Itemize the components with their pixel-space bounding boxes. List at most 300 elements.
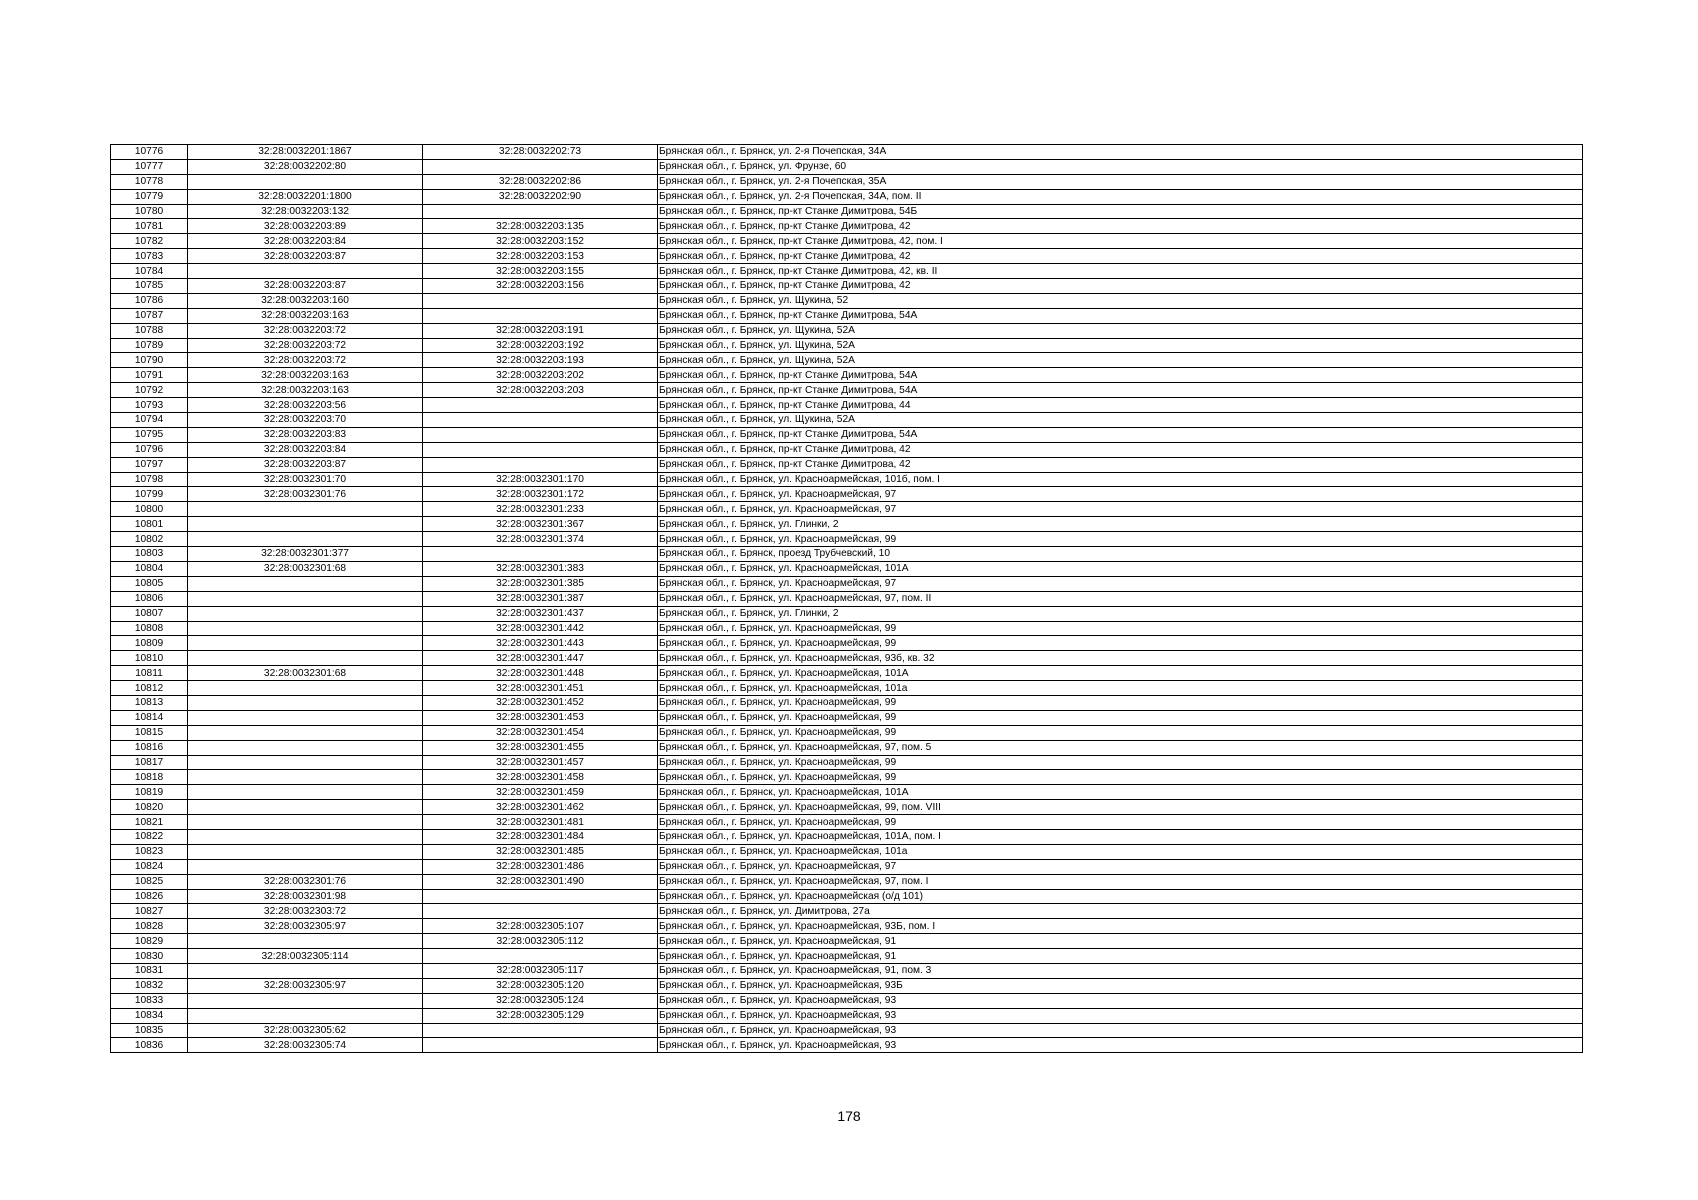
address-cell: Брянская обл., г. Брянск, ул. Щукина, 52А [658,413,1583,428]
table-row [111,695,1583,710]
row-number-cell: 10823 [111,844,188,859]
row-number-cell: 10778 [111,174,188,189]
parcel-number-cell: 32:28:0032301:172 [423,487,658,502]
cadastral-number-cell [188,740,423,755]
address-cell: Брянская обл., г. Брянск, ул. 2-я Почепская, 34А, пом. II [658,189,1583,204]
parcel-number-cell: 32:28:0032301:459 [423,785,658,800]
table-row [111,963,1583,978]
cadastral-number-cell [188,815,423,830]
address-cell: Брянская обл., г. Брянск, ул. Красноармейская, 99 [658,770,1583,785]
row-number-cell: 10777 [111,159,188,174]
table-row [111,487,1583,502]
table-row [111,755,1583,770]
row-number-cell: 10799 [111,487,188,502]
parcel-number-cell: 32:28:0032301:170 [423,472,658,487]
table-row [111,859,1583,874]
cadastral-number-cell: 32:28:0032202:80 [188,159,423,174]
parcel-number-cell: 32:28:0032301:447 [423,651,658,666]
parcel-number-cell: 32:28:0032301:437 [423,606,658,621]
row-number-cell: 10817 [111,755,188,770]
address-cell: Брянская обл., г. Брянск, ул. Красноармейская, 93б, кв. 32 [658,651,1583,666]
table-row [111,636,1583,651]
table-row [111,427,1583,442]
parcel-number-cell: 32:28:0032301:385 [423,576,658,591]
parcel-number-cell: 32:28:0032301:452 [423,695,658,710]
address-cell: Брянская обл., г. Брянск, ул. Щукина, 52А [658,323,1583,338]
parcel-number-cell [423,949,658,964]
row-number-cell: 10794 [111,413,188,428]
address-cell: Брянская обл., г. Брянск, ул. Красноармейская, 99 [658,710,1583,725]
cadastral-number-cell: 32:28:0032303:72 [188,904,423,919]
address-cell: Брянская обл., г. Брянск, ул. Красноармейская, 101а [658,681,1583,696]
address-cell: Брянская обл., г. Брянск, ул. Красноармейская, 101А [658,666,1583,681]
address-cell: Брянская обл., г. Брянск, пр-кт Станке Димитрова, 42, кв. II [658,264,1583,279]
parcel-number-cell [423,889,658,904]
row-number-cell: 10815 [111,725,188,740]
table-row [111,681,1583,696]
parcel-number-cell: 32:28:0032203:153 [423,249,658,264]
parcel-number-cell [423,413,658,428]
address-cell: Брянская обл., г. Брянск, ул. Красноармейская, 97, пом. II [658,591,1583,606]
cadastral-number-cell [188,859,423,874]
address-cell: Брянская обл., г. Брянск, ул. Красноармейская, 91 [658,934,1583,949]
address-cell: Брянская обл., г. Брянск, ул. Красноармейская, 93 [658,1008,1583,1023]
table-row [111,145,1583,160]
table-row [111,949,1583,964]
address-cell: Брянская обл., г. Брянск, пр-кт Станке Димитрова, 54А [658,383,1583,398]
table-row [111,442,1583,457]
cadastral-number-cell [188,174,423,189]
row-number-cell: 10780 [111,204,188,219]
cadastral-number-cell: 32:28:0032301:68 [188,561,423,576]
table-row [111,934,1583,949]
table-row [111,204,1583,219]
row-number-cell: 10798 [111,472,188,487]
cadastral-number-cell: 32:28:0032203:83 [188,427,423,442]
parcel-number-cell: 32:28:0032301:486 [423,859,658,874]
parcel-number-cell: 32:28:0032301:455 [423,740,658,755]
parcel-number-cell: 32:28:0032301:458 [423,770,658,785]
table-row [111,1038,1583,1053]
parcel-number-cell: 32:28:0032301:485 [423,844,658,859]
cadastral-number-cell [188,621,423,636]
cadastral-number-cell [188,963,423,978]
parcel-number-cell [423,427,658,442]
row-number-cell: 10787 [111,308,188,323]
parcel-number-cell: 32:28:0032203:193 [423,353,658,368]
cadastral-number-cell [188,770,423,785]
table-row [111,279,1583,294]
table-row [111,457,1583,472]
cadastral-number-cell [188,651,423,666]
address-cell: Брянская обл., г. Брянск, ул. Красноармейская, 99, пом. VIII [658,800,1583,815]
row-number-cell: 10826 [111,889,188,904]
table-row [111,234,1583,249]
parcel-number-cell: 32:28:0032301:367 [423,517,658,532]
parcel-number-cell [423,904,658,919]
row-number-cell: 10796 [111,442,188,457]
address-cell: Брянская обл., г. Брянск, ул. Красноармейская, 101б, пом. I [658,472,1583,487]
table-row [111,800,1583,815]
cadastral-number-cell [188,517,423,532]
address-cell: Брянская обл., г. Брянск, ул. Красноармейская, 101А, пом. I [658,829,1583,844]
parcel-number-cell [423,398,658,413]
row-number-cell: 10829 [111,934,188,949]
table-row [111,219,1583,234]
row-number-cell: 10832 [111,978,188,993]
cadastral-number-cell [188,844,423,859]
cadastral-number-cell [188,710,423,725]
table-row [111,532,1583,547]
row-number-cell: 10776 [111,145,188,160]
cadastral-number-cell [188,681,423,696]
parcel-number-cell [423,308,658,323]
row-number-cell: 10814 [111,710,188,725]
address-cell: Брянская обл., г. Брянск, пр-кт Станке Димитрова, 42 [658,279,1583,294]
parcel-number-cell: 32:28:0032305:107 [423,919,658,934]
parcel-number-cell [423,1023,658,1038]
parcel-number-cell: 32:28:0032301:453 [423,710,658,725]
row-number-cell: 10819 [111,785,188,800]
row-number-cell: 10804 [111,561,188,576]
row-number-cell: 10806 [111,591,188,606]
cadastral-number-cell: 32:28:0032203:56 [188,398,423,413]
address-cell: Брянская обл., г. Брянск, ул. Красноармейская, 99 [658,725,1583,740]
cadastral-number-cell: 32:28:0032201:1800 [188,189,423,204]
cadastral-number-cell: 32:28:0032305:114 [188,949,423,964]
row-number-cell: 10827 [111,904,188,919]
parcel-number-cell [423,159,658,174]
address-cell: Брянская обл., г. Брянск, ул. Глинки, 2 [658,517,1583,532]
cadastral-number-cell: 32:28:0032203:87 [188,249,423,264]
cadastral-number-cell [188,636,423,651]
address-cell: Брянская обл., г. Брянск, ул. Красноармейская, 99 [658,621,1583,636]
table-row [111,413,1583,428]
page-number: 178 [837,1108,861,1124]
parcel-number-cell: 32:28:0032305:129 [423,1008,658,1023]
address-cell: Брянская обл., г. Брянск, ул. Красноармейская, 97 [658,502,1583,517]
row-number-cell: 10808 [111,621,188,636]
cadastral-number-cell [188,785,423,800]
table-row [111,547,1583,562]
row-number-cell: 10807 [111,606,188,621]
address-cell: Брянская обл., г. Брянск, ул. 2-я Почепская, 34А [658,145,1583,160]
table-body [111,145,1583,1053]
parcel-number-cell [423,293,658,308]
table-row [111,919,1583,934]
table-row [111,815,1583,830]
cadastral-number-cell: 32:28:0032203:87 [188,457,423,472]
table-row [111,323,1583,338]
address-cell: Брянская обл., г. Брянск, ул. Красноармейская, 101а [658,844,1583,859]
address-cell: Брянская обл., г. Брянск, ул. Красноармейская, 101А [658,785,1583,800]
cadastral-number-cell [188,934,423,949]
row-number-cell: 10792 [111,383,188,398]
cadastral-number-cell: 32:28:0032203:84 [188,442,423,457]
address-cell: Брянская обл., г. Брянск, пр-кт Станке Димитрова, 42 [658,457,1583,472]
table-row [111,249,1583,264]
table-row [111,710,1583,725]
cadastral-number-cell [188,576,423,591]
row-number-cell: 10834 [111,1008,188,1023]
table-row [111,576,1583,591]
address-cell: Брянская обл., г. Брянск, ул. Красноармейская, 99 [658,532,1583,547]
table-row [111,785,1583,800]
address-cell: Брянская обл., г. Брянск, ул. Красноармейская, 101А [658,561,1583,576]
table-row [111,725,1583,740]
table-row [111,666,1583,681]
row-number-cell: 10779 [111,189,188,204]
parcel-number-cell: 32:28:0032202:73 [423,145,658,160]
parcel-number-cell: 32:28:0032203:203 [423,383,658,398]
parcel-number-cell: 32:28:0032301:383 [423,561,658,576]
cadastral-number-cell [188,800,423,815]
cadastral-number-cell [188,1008,423,1023]
row-number-cell: 10782 [111,234,188,249]
table-row [111,189,1583,204]
table-row [111,844,1583,859]
cadastral-number-cell: 32:28:0032203:72 [188,353,423,368]
parcel-number-cell: 32:28:0032202:90 [423,189,658,204]
row-number-cell: 10821 [111,815,188,830]
row-number-cell: 10801 [111,517,188,532]
cadastral-number-cell: 32:28:0032203:70 [188,413,423,428]
table-row [111,770,1583,785]
cadastral-number-cell: 32:28:0032305:74 [188,1038,423,1053]
cadastral-number-cell: 32:28:0032203:132 [188,204,423,219]
row-number-cell: 10786 [111,293,188,308]
row-number-cell: 10825 [111,874,188,889]
row-number-cell: 10790 [111,353,188,368]
cadastral-number-cell: 32:28:0032305:97 [188,978,423,993]
row-number-cell: 10811 [111,666,188,681]
table-row [111,591,1583,606]
table-row [111,293,1583,308]
cadastral-number-cell: 32:28:0032203:163 [188,368,423,383]
cadastral-number-cell [188,502,423,517]
parcel-number-cell: 32:28:0032301:484 [423,829,658,844]
cadastral-table [110,144,1583,1053]
address-cell: Брянская обл., г. Брянск, ул. Щукина, 52А [658,353,1583,368]
parcel-number-cell [423,1038,658,1053]
table-row [111,993,1583,1008]
table-row [111,338,1583,353]
table-row [111,606,1583,621]
parcel-number-cell: 32:28:0032203:192 [423,338,658,353]
row-number-cell: 10802 [111,532,188,547]
address-cell: Брянская обл., г. Брянск, пр-кт Станке Димитрова, 42 [658,442,1583,457]
table-row [111,829,1583,844]
parcel-number-cell [423,457,658,472]
address-cell: Брянская обл., г. Брянск, ул. Красноармейская, 97 [658,859,1583,874]
address-cell: Брянская обл., г. Брянск, пр-кт Станке Димитрова, 44 [658,398,1583,413]
row-number-cell: 10836 [111,1038,188,1053]
table-row [111,740,1583,755]
row-number-cell: 10813 [111,695,188,710]
address-cell: Брянская обл., г. Брянск, пр-кт Станке Димитрова, 54А [658,427,1583,442]
cadastral-number-cell [188,829,423,844]
row-number-cell: 10793 [111,398,188,413]
row-number-cell: 10822 [111,829,188,844]
address-cell: Брянская обл., г. Брянск, ул. Красноармейская, 99 [658,815,1583,830]
parcel-number-cell: 32:28:0032305:120 [423,978,658,993]
address-cell: Брянская обл., г. Брянск, ул. Красноармейская, 97 [658,576,1583,591]
address-cell: Брянская обл., г. Брянск, ул. Щукина, 52А [658,338,1583,353]
cadastral-number-cell: 32:28:0032201:1867 [188,145,423,160]
address-cell: Брянская обл., г. Брянск, ул. Красноармейская, 99 [658,636,1583,651]
address-cell: Брянская обл., г. Брянск, ул. Глинки, 2 [658,606,1583,621]
table-row [111,621,1583,636]
cadastral-number-cell [188,532,423,547]
cadastral-number-cell [188,264,423,279]
row-number-cell: 10830 [111,949,188,964]
parcel-number-cell: 32:28:0032203:135 [423,219,658,234]
address-cell: Брянская обл., г. Брянск, ул. Димитрова, 27а [658,904,1583,919]
parcel-number-cell: 32:28:0032203:156 [423,279,658,294]
row-number-cell: 10818 [111,770,188,785]
address-cell: Брянская обл., г. Брянск, ул. Фрунзе, 60 [658,159,1583,174]
address-cell: Брянская обл., г. Брянск, ул. Красноармейская, 93 [658,993,1583,1008]
row-number-cell: 10781 [111,219,188,234]
parcel-number-cell: 32:28:0032203:202 [423,368,658,383]
cadastral-number-cell: 32:28:0032305:62 [188,1023,423,1038]
parcel-number-cell: 32:28:0032301:442 [423,621,658,636]
cadastral-number-cell: 32:28:0032203:89 [188,219,423,234]
cadastral-number-cell [188,695,423,710]
address-cell: Брянская обл., г. Брянск, ул. Красноармейская, 97, пом. 5 [658,740,1583,755]
parcel-number-cell: 32:28:0032203:191 [423,323,658,338]
row-number-cell: 10788 [111,323,188,338]
row-number-cell: 10791 [111,368,188,383]
address-cell: Брянская обл., г. Брянск, ул. Красноармейская, 99 [658,695,1583,710]
address-cell: Брянская обл., г. Брянск, пр-кт Станке Димитрова, 42 [658,249,1583,264]
address-cell: Брянская обл., г. Брянск, пр-кт Станке Димитрова, 54А [658,308,1583,323]
address-cell: Брянская обл., г. Брянск, проезд Трубчевский, 10 [658,547,1583,562]
cadastral-number-cell [188,606,423,621]
table-row [111,651,1583,666]
cadastral-number-cell: 32:28:0032203:72 [188,338,423,353]
cadastral-number-cell: 32:28:0032301:68 [188,666,423,681]
cadastral-number-cell [188,591,423,606]
table-row [111,517,1583,532]
row-number-cell: 10785 [111,279,188,294]
row-number-cell: 10789 [111,338,188,353]
parcel-number-cell: 32:28:0032301:443 [423,636,658,651]
address-cell: Брянская обл., г. Брянск, ул. Красноармейская, 93 [658,1038,1583,1053]
row-number-cell: 10820 [111,800,188,815]
parcel-number-cell: 32:28:0032202:86 [423,174,658,189]
row-number-cell: 10810 [111,651,188,666]
table-row [111,1023,1583,1038]
cadastral-number-cell: 32:28:0032203:84 [188,234,423,249]
table-row [111,368,1583,383]
cadastral-number-cell: 32:28:0032301:76 [188,874,423,889]
address-cell: Брянская обл., г. Брянск, ул. Красноармейская (о/д 101) [658,889,1583,904]
parcel-number-cell: 32:28:0032203:155 [423,264,658,279]
cadastral-number-cell [188,993,423,1008]
address-cell: Брянская обл., г. Брянск, ул. Красноармейская, 97 [658,487,1583,502]
parcel-number-cell: 32:28:0032203:152 [423,234,658,249]
table-row [111,174,1583,189]
address-cell: Брянская обл., г. Брянск, ул. Красноармейская, 99 [658,755,1583,770]
address-cell: Брянская обл., г. Брянск, пр-кт Станке Димитрова, 54А [658,368,1583,383]
cadastral-number-cell: 32:28:0032301:377 [188,547,423,562]
row-number-cell: 10797 [111,457,188,472]
parcel-number-cell [423,204,658,219]
table-row [111,904,1583,919]
cadastral-number-cell: 32:28:0032301:98 [188,889,423,904]
table-row [111,472,1583,487]
address-cell: Брянская обл., г. Брянск, пр-кт Станке Димитрова, 42, пом. I [658,234,1583,249]
cadastral-number-cell: 32:28:0032301:70 [188,472,423,487]
cadastral-number-cell: 32:28:0032301:76 [188,487,423,502]
cadastral-number-cell: 32:28:0032305:97 [188,919,423,934]
address-cell: Брянская обл., г. Брянск, пр-кт Станке Димитрова, 54Б [658,204,1583,219]
row-number-cell: 10833 [111,993,188,1008]
parcel-number-cell: 32:28:0032301:374 [423,532,658,547]
parcel-number-cell: 32:28:0032301:233 [423,502,658,517]
address-cell: Брянская обл., г. Брянск, пр-кт Станке Димитрова, 42 [658,219,1583,234]
cadastral-number-cell [188,725,423,740]
address-cell: Брянская обл., г. Брянск, ул. Красноармейская, 91 [658,949,1583,964]
table-row [111,159,1583,174]
table-row [111,1008,1583,1023]
row-number-cell: 10783 [111,249,188,264]
parcel-number-cell: 32:28:0032301:481 [423,815,658,830]
table-row [111,978,1583,993]
address-cell: Брянская обл., г. Брянск, ул. Красноармейская, 91, пом. 3 [658,963,1583,978]
row-number-cell: 10835 [111,1023,188,1038]
table-row [111,308,1583,323]
cadastral-number-cell: 32:28:0032203:87 [188,279,423,294]
parcel-number-cell [423,442,658,457]
parcel-number-cell: 32:28:0032301:490 [423,874,658,889]
parcel-number-cell: 32:28:0032305:112 [423,934,658,949]
row-number-cell: 10784 [111,264,188,279]
cadastral-number-cell: 32:28:0032203:163 [188,383,423,398]
row-number-cell: 10809 [111,636,188,651]
parcel-number-cell: 32:28:0032301:448 [423,666,658,681]
address-cell: Брянская обл., г. Брянск, ул. Щукина, 52 [658,293,1583,308]
table-row [111,561,1583,576]
parcel-number-cell: 32:28:0032301:387 [423,591,658,606]
table-row [111,398,1583,413]
table-row [111,383,1583,398]
row-number-cell: 10831 [111,963,188,978]
row-number-cell: 10812 [111,681,188,696]
row-number-cell: 10795 [111,427,188,442]
address-cell: Брянская обл., г. Брянск, ул. Красноармейская, 93Б, пом. I [658,919,1583,934]
row-number-cell: 10824 [111,859,188,874]
cadastral-number-cell: 32:28:0032203:160 [188,293,423,308]
table-row [111,874,1583,889]
table-row [111,353,1583,368]
parcel-number-cell: 32:28:0032301:454 [423,725,658,740]
parcel-number-cell: 32:28:0032301:457 [423,755,658,770]
table-row [111,502,1583,517]
row-number-cell: 10805 [111,576,188,591]
cadastral-number-cell: 32:28:0032203:72 [188,323,423,338]
table-row [111,889,1583,904]
row-number-cell: 10800 [111,502,188,517]
parcel-number-cell [423,547,658,562]
address-cell: Брянская обл., г. Брянск, ул. Красноармейская, 93 [658,1023,1583,1038]
parcel-number-cell: 32:28:0032301:451 [423,681,658,696]
parcel-number-cell: 32:28:0032301:462 [423,800,658,815]
address-cell: Брянская обл., г. Брянск, ул. Красноармейская, 93Б [658,978,1583,993]
cadastral-number-cell [188,755,423,770]
cadastral-number-cell: 32:28:0032203:163 [188,308,423,323]
